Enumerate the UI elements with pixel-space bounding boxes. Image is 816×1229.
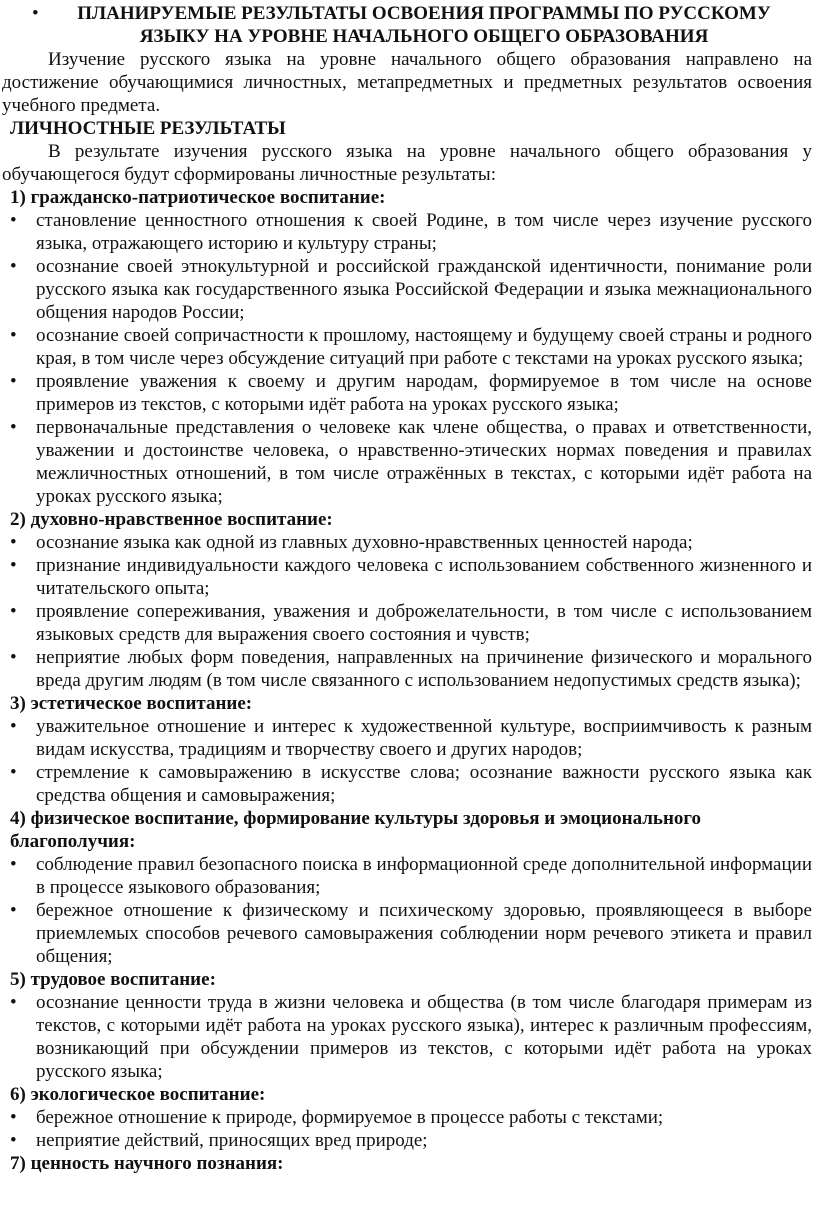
bullet-icon: • xyxy=(10,1107,17,1128)
bullet-list xyxy=(0,1106,812,1152)
bullet-icon: • xyxy=(10,762,17,783)
list-item xyxy=(0,991,812,1083)
bullet-icon: • xyxy=(10,716,17,737)
bullet-icon: • xyxy=(10,210,17,231)
list-item-text: первоначальные представления о человеке как члене общества, о правах и ответственности, уважении и достоинстве человека, о нравственно-этических нормах поведения и правилах межличностных отношений, в том числе отражённых в текстах, с которыми идёт работа на уроках русского языка; xyxy=(36,417,812,507)
bullet-icon: • xyxy=(10,417,17,438)
list-item xyxy=(0,600,812,646)
sections-container xyxy=(0,186,812,1175)
section-heading: 7) ценность научного познания: xyxy=(10,1153,284,1174)
list-item-text: признание индивидуальности каждого человека с использованием собственного жизненного и читательского опыта; xyxy=(36,555,812,599)
bullet-list xyxy=(0,209,812,508)
list-item xyxy=(0,255,812,324)
list-item-text: проявление уважения к своему и другим народам, формируемое в том числе на основе примеров из текстов, с которыми идёт работа на уроках русского языка; xyxy=(36,371,812,415)
list-item-text: соблюдение правил безопасного поиска в информационной среде дополнительной информации в процессе языкового образования; xyxy=(36,854,812,898)
list-item-text: бережное отношение к физическому и психическому здоровью, проявляющееся в выборе приемлемых способов речевого самовыражения соблюдении норм речевого этикета и правил общения; xyxy=(36,900,812,967)
intro-paragraph: Изучение русского языка на уровне начального общего образования направлено на достижение обучающимися личностных, метапредметных и предметных результатов освоения учебного предмета. xyxy=(2,49,812,116)
list-item xyxy=(0,646,812,692)
list-item xyxy=(0,853,812,899)
bullet-icon: • xyxy=(32,3,39,24)
list-item-text: бережное отношение к природе, формируемое в процессе работы с текстами; xyxy=(36,1107,664,1128)
list-item-text: осознание своей этнокультурной и российской гражданской идентичности, понимание роли русского языка как государственного языка Российской Федерации и языка межнационального общения народов России; xyxy=(36,256,812,323)
list-item-text: неприятие любых форм поведения, направленных на причинение физического и морального вреда другим людям (в том числе связанного с использованием недопустимых средств языка); xyxy=(36,647,812,691)
personal-results-heading: ЛИЧНОСТНЫЕ РЕЗУЛЬТАТЫ xyxy=(10,118,286,139)
bullet-icon: • xyxy=(10,325,17,346)
bullet-list xyxy=(0,531,812,692)
list-item xyxy=(0,715,812,761)
list-item xyxy=(0,554,812,600)
list-item-text: осознание своей сопричастности к прошлому, настоящему и будущему своей страны и родного края, в том числе через обсуждение ситуаций при работе с текстами на уроках русского языка; xyxy=(36,325,812,369)
list-item-text: неприятие действий, приносящих вред природе; xyxy=(36,1130,428,1151)
bullet-list xyxy=(0,991,812,1083)
list-item xyxy=(0,899,812,968)
list-item xyxy=(0,416,812,508)
section-heading: 5) трудовое воспитание: xyxy=(10,969,216,990)
title-text: ПЛАНИРУЕМЫЕ РЕЗУЛЬТАТЫ ОСВОЕНИЯ ПРОГРАММЫ ПО РУССКОМУ ЯЗЫКУ НА УРОВНЕ НАЧАЛЬНОГО ОБЩЕГО ОБРАЗОВАНИЯ xyxy=(77,3,771,47)
bullet-icon: • xyxy=(10,555,17,576)
bullet-icon: • xyxy=(10,256,17,277)
list-item xyxy=(0,1129,812,1152)
bullet-icon: • xyxy=(10,854,17,875)
list-item xyxy=(0,370,812,416)
list-item-text: осознание ценности труда в жизни человека и общества (в том числе благодаря примерам из текстов, с которыми идёт работа на уроках русского языка), интерес к различным профессиям, возникающий при обсуждении примеров из текстов, с которыми идёт работа на уроках русского языка; xyxy=(36,992,812,1082)
section-heading: 6) экологическое воспитание: xyxy=(10,1084,266,1105)
document-page xyxy=(0,2,812,1175)
list-item-text: уважительное отношение и интерес к художественной культуре, восприимчивость к разным видам искусства, традициям и творчеству своего и других народов; xyxy=(36,716,812,760)
list-item xyxy=(0,324,812,370)
list-item-text: осознание языка как одной из главных духовно-нравственных ценностей народа; xyxy=(36,532,693,553)
bullet-icon: • xyxy=(10,1130,17,1151)
bullet-list xyxy=(0,715,812,807)
section-heading: 1) гражданско-патриотическое воспитание: xyxy=(10,187,386,208)
section-heading: 3) эстетическое воспитание: xyxy=(10,693,253,714)
bullet-icon: • xyxy=(10,371,17,392)
bullet-icon: • xyxy=(10,532,17,553)
list-item-text: становление ценностного отношения к своей Родине, в том числе через изучение русского языка, отражающего историю и культуру страны; xyxy=(36,210,812,254)
list-item-text: проявление сопереживания, уважения и доброжелательности, в том числе с использованием языковых средств для выражения своего состояния и чувств; xyxy=(36,601,812,645)
personal-results-intro: В результате изучения русского языка на уровне начального общего образования у обучающегося будут сформированы личностные результаты: xyxy=(2,141,812,185)
list-item-text: стремление к самовыражению в искусстве слова; осознание важности русского языка как средства общения и самовыражения; xyxy=(36,762,812,806)
list-item xyxy=(0,761,812,807)
bullet-icon: • xyxy=(10,992,17,1013)
bullet-icon: • xyxy=(10,601,17,622)
list-item xyxy=(0,209,812,255)
section-heading: 2) духовно-нравственное воспитание: xyxy=(10,509,333,530)
list-item xyxy=(0,531,812,554)
document-title xyxy=(0,2,812,48)
bullet-list xyxy=(0,853,812,968)
bullet-icon: • xyxy=(10,900,17,921)
list-item xyxy=(0,1106,812,1129)
bullet-icon: • xyxy=(10,647,17,668)
section-heading: 4) физическое воспитание, формирование культуры здоровья и эмоционального благополучия: xyxy=(10,808,702,852)
